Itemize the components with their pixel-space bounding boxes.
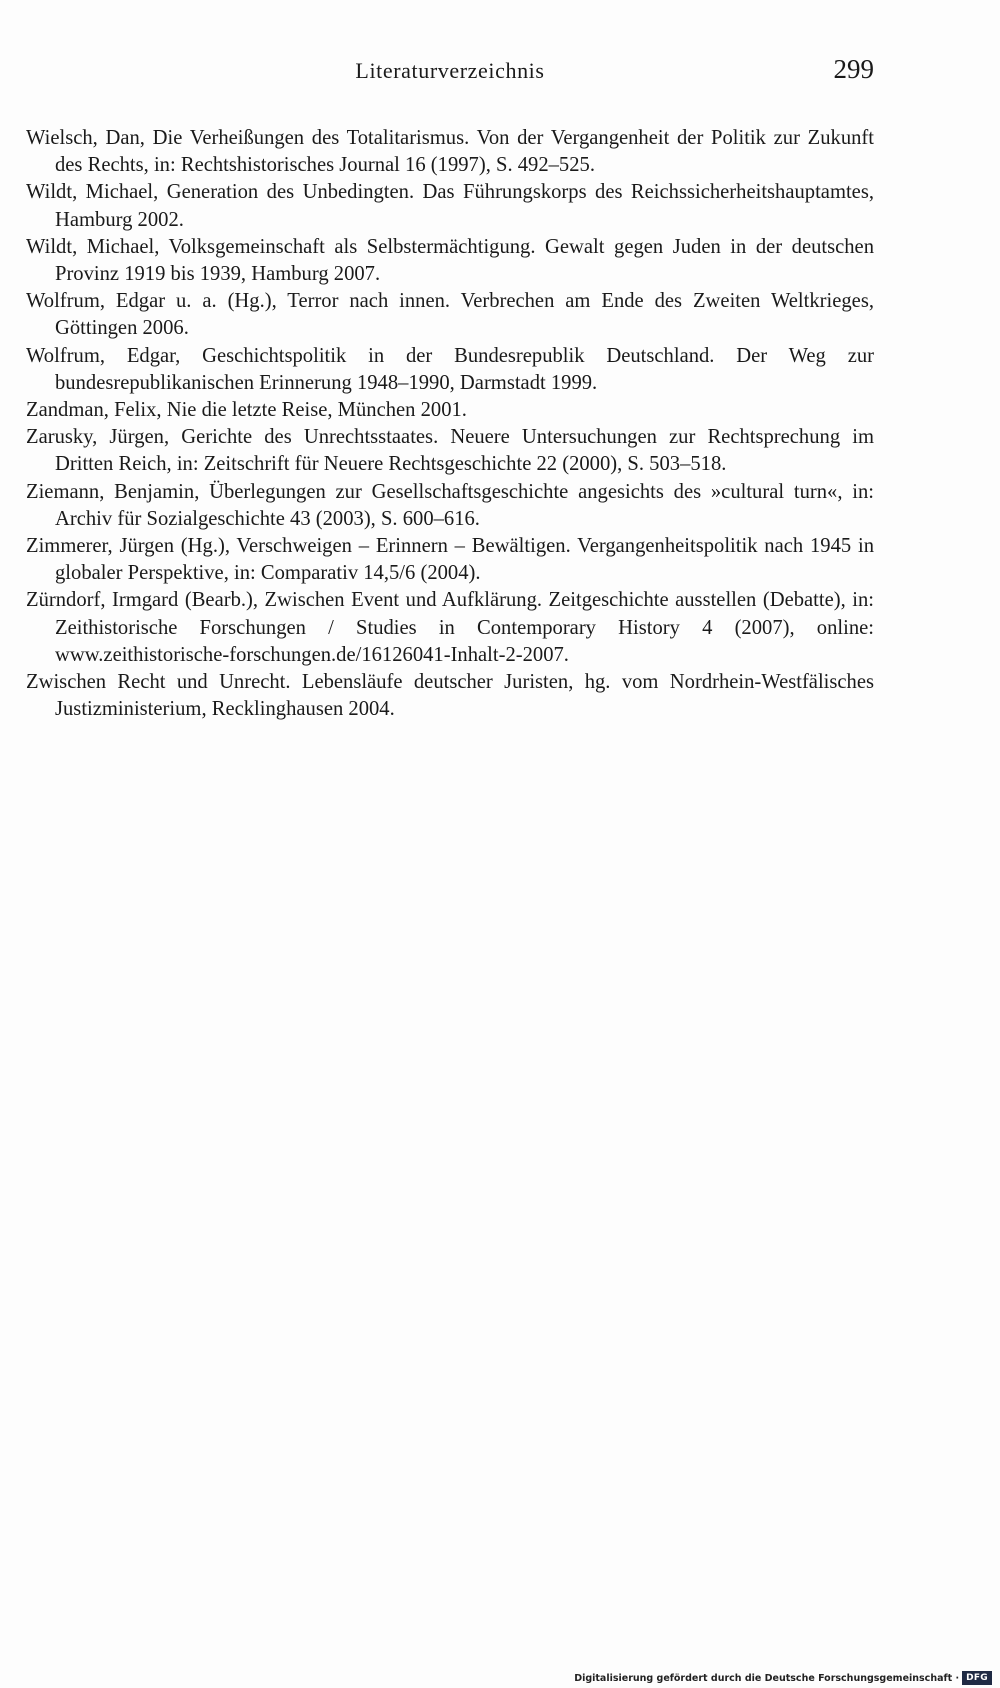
page-number: 299: [833, 54, 874, 84]
bibliography-entry: Zandman, Felix, Nie die letzte Reise, München 2001.: [26, 399, 467, 422]
bibliography-entry: Zwischen Recht und Unrecht. Lebensläufe deutscher Juristen, hg. vom Nordrhein-Westfälisches Justizministerium, Recklinghausen 2004.: [26, 671, 874, 721]
bibliography-entry: Wielsch, Dan, Die Verheißungen des Totalitarismus. Von der Vergangenheit der Politik zur Zukunft des Rechts, in: Rechtshistorisches Journal 16 (1997), S. 492–525.: [26, 127, 874, 177]
bibliography-list: [26, 125, 874, 723]
bibliography-entry: Zimmerer, Jürgen (Hg.), Verschweigen – Erinnern – Bewältigen. Vergangenheitspolitik nach 1945 in globaler Perspektive, in: Comparativ 14,5/6 (2004).: [26, 535, 874, 585]
footer-text: Digitalisierung gefördert durch die Deutsche Forschungsgemeinschaft ·: [574, 1672, 960, 1684]
running-header: [26, 54, 874, 94]
bibliography-entry: Wolfrum, Edgar u. a. (Hg.), Terror nach innen. Verbrechen am Ende des Zweiten Weltkrieges, Göttingen 2006.: [26, 290, 874, 340]
digitization-footer: [574, 1671, 992, 1685]
bibliography-entry: Ziemann, Benjamin, Überlegungen zur Gesellschaftsgeschichte angesichts des »cultural turn«, in: Archiv für Sozialgeschichte 43 (2003), S. 600–616.: [26, 480, 874, 530]
bibliography-entry: Wildt, Michael, Volksgemeinschaft als Selbstermächtigung. Gewalt gegen Juden in der deutschen Provinz 1919 bis 1939, Hamburg 2007.: [26, 235, 874, 286]
chapter-title: Literaturverzeichnis: [355, 58, 545, 83]
bibliography-entry: Wolfrum, Edgar, Geschichtspolitik in der Bundesrepublik Deutschland. Der Weg zur bundesrepublikanischen Erinnerung 1948–1990, Darmstadt 1999.: [26, 344, 874, 394]
bibliography-entry: Zürndorf, Irmgard (Bearb.), Zwischen Event und Aufklärung. Zeitgeschichte ausstellen (Debatte), in: Zeithistorische Forschungen / Studies in Contemporary History 4 (2007), online: www.zeithistorische-forschungen.de/16126041-Inhalt-2-2007.: [26, 589, 874, 666]
bibliography-entry: Zarusky, Jürgen, Gerichte des Unrechtsstaates. Neuere Untersuchungen zur Rechtsprechung im Dritten Reich, in: Zeitschrift für Neuere Rechtsgeschichte 22 (2000), S. 503–518.: [26, 426, 874, 476]
bibliography-entry: Wildt, Michael, Generation des Unbedingten. Das Führungskorps des Reichssicherheitshauptamtes, Hamburg 2002.: [26, 181, 874, 231]
dfg-logo: DFG: [962, 1671, 992, 1685]
